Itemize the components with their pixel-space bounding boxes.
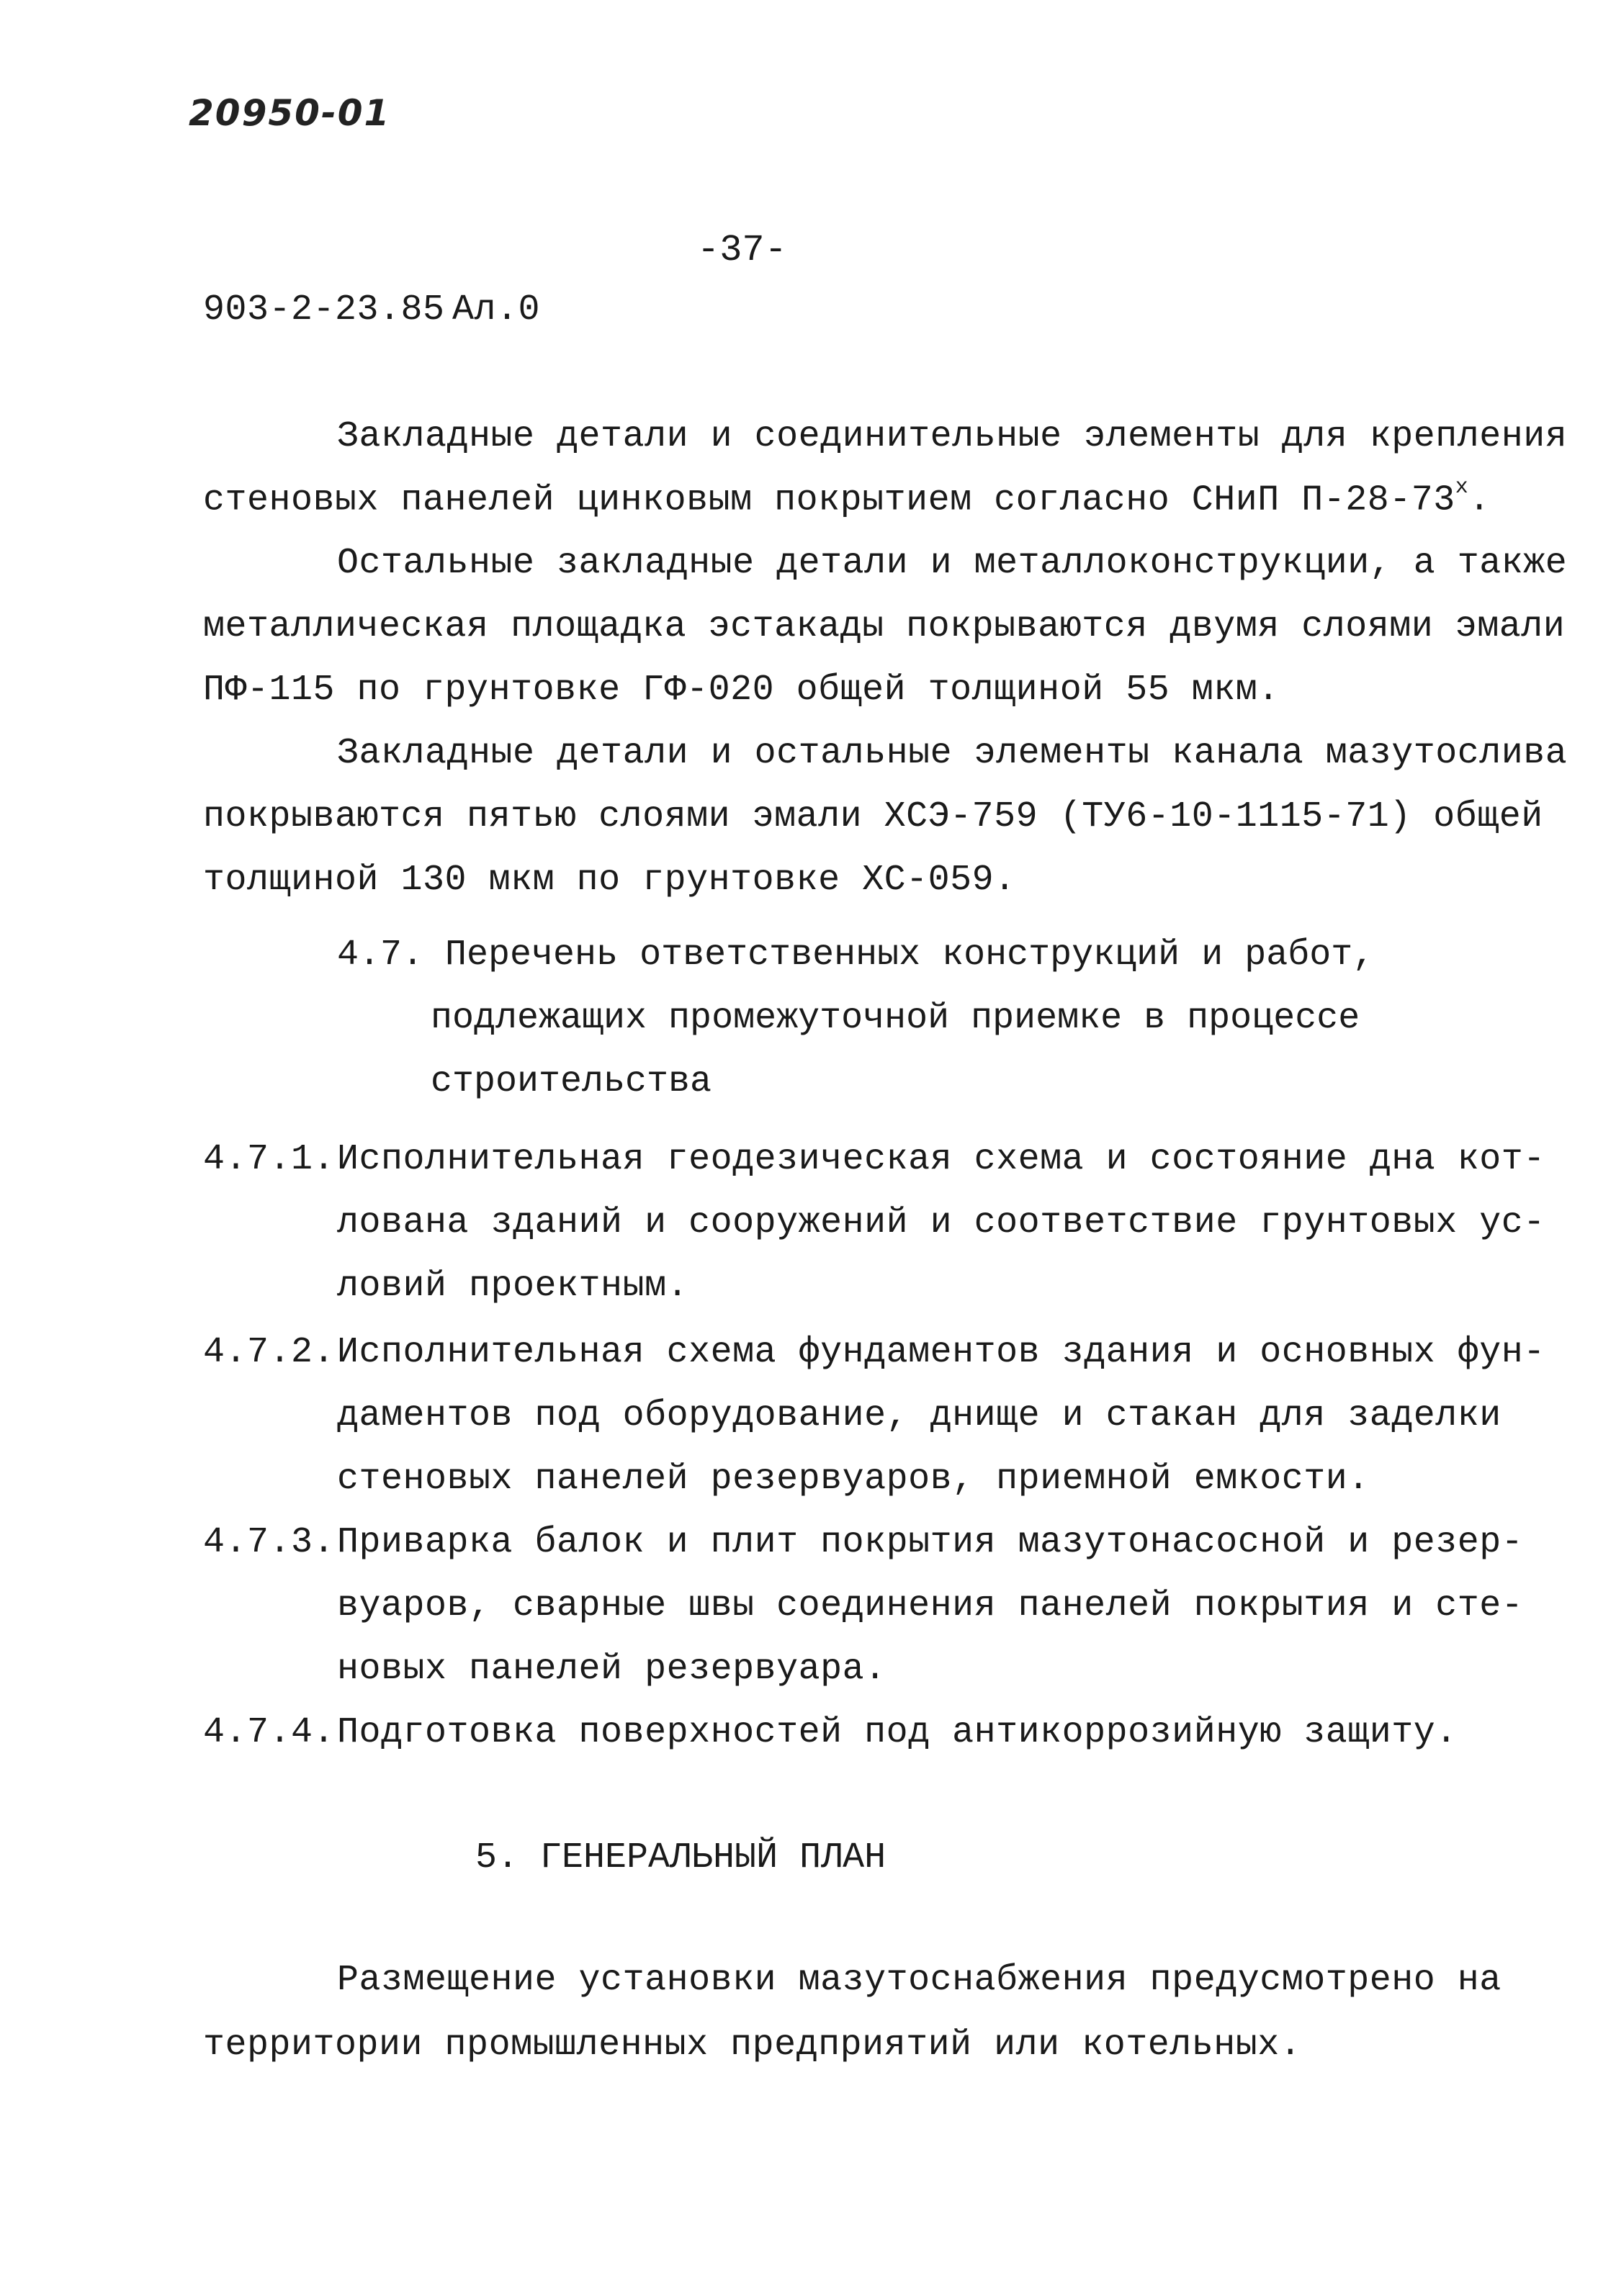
item-number: 4.7.4. [203, 1712, 336, 1753]
section-heading-cont: подлежащих промежуточной приемке в процессе [431, 998, 1360, 1039]
superscript: х [1455, 475, 1469, 500]
paragraph-line: Закладные детали и остальные элементы канала мазутослива [337, 733, 1568, 774]
paragraph-period: . [1468, 480, 1491, 521]
list-item-line: вуаров, сварные швы соединения панелей покрытия и сте- [337, 1585, 1524, 1626]
item-number: 4.7.1. [203, 1139, 336, 1180]
paragraph-line: покрываются пятью слоями эмали ХСЭ-759 (ТУ6-10-1115-71) общей [203, 796, 1543, 837]
paragraph-line: металлическая площадка эстакады покрываются двумя слоями эмали [203, 606, 1566, 647]
list-item-line: Исполнительная схема фундаментов здания и основных фун- [337, 1332, 1545, 1373]
section-heading: 4.7. Перечень ответственных конструкций и работ, [337, 935, 1375, 976]
paragraph-line: территории промышленных предприятий или котельных. [203, 2025, 1302, 2066]
paragraph-line: толщиной 130 мкм по грунтовке ХС-059. [203, 860, 1016, 901]
list-item-line: Подготовка поверхностей под антикоррозийную защиту. [337, 1712, 1458, 1753]
list-item-line: ловий проектным. [337, 1266, 689, 1307]
section-5-title: 5. ГЕНЕРАЛЬНЫЙ ПЛАН [475, 1837, 886, 1878]
list-item-line: лована зданий и сооружений и соответствие грунтовых ус- [337, 1202, 1545, 1243]
section-heading-cont: строительства [431, 1061, 712, 1102]
page-number: -37- [697, 229, 787, 271]
item-number: 4.7.3. [203, 1522, 336, 1563]
doc-code: 903-2-23.85 [203, 289, 445, 330]
paragraph-line [203, 475, 1491, 521]
paragraph-line: Закладные детали и соединительные элементы для крепления [337, 416, 1568, 457]
paragraph-line: ПФ-115 по грунтовке ГФ-020 общей толщиной 55 мкм. [203, 670, 1280, 711]
list-item-line: новых панелей резервуара. [337, 1649, 886, 1690]
item-number: 4.7.2. [203, 1332, 336, 1373]
list-item-line: Исполнительная геодезическая схема и состояние дна кот- [337, 1139, 1545, 1180]
paragraph-text: стеновых панелей цинковым покрытием согласно СНиП П-28-73 [203, 480, 1455, 521]
list-item-line: стеновых панелей резервуаров, приемной емкости. [337, 1459, 1370, 1500]
list-item-line: Приварка балок и плит покрытия мазутонасосной и резер- [337, 1522, 1524, 1563]
paragraph-line: Размещение установки мазутоснабжения предусмотрено на [337, 1960, 1501, 2001]
paragraph-line: Остальные закладные детали и металлоконструкции, а также [337, 543, 1568, 584]
album-label: Ал.0 [452, 289, 541, 330]
list-item-line: даментов под оборудование, днище и стакан для заделки [337, 1395, 1501, 1436]
handwritten-code: 20950-01 [189, 92, 391, 134]
